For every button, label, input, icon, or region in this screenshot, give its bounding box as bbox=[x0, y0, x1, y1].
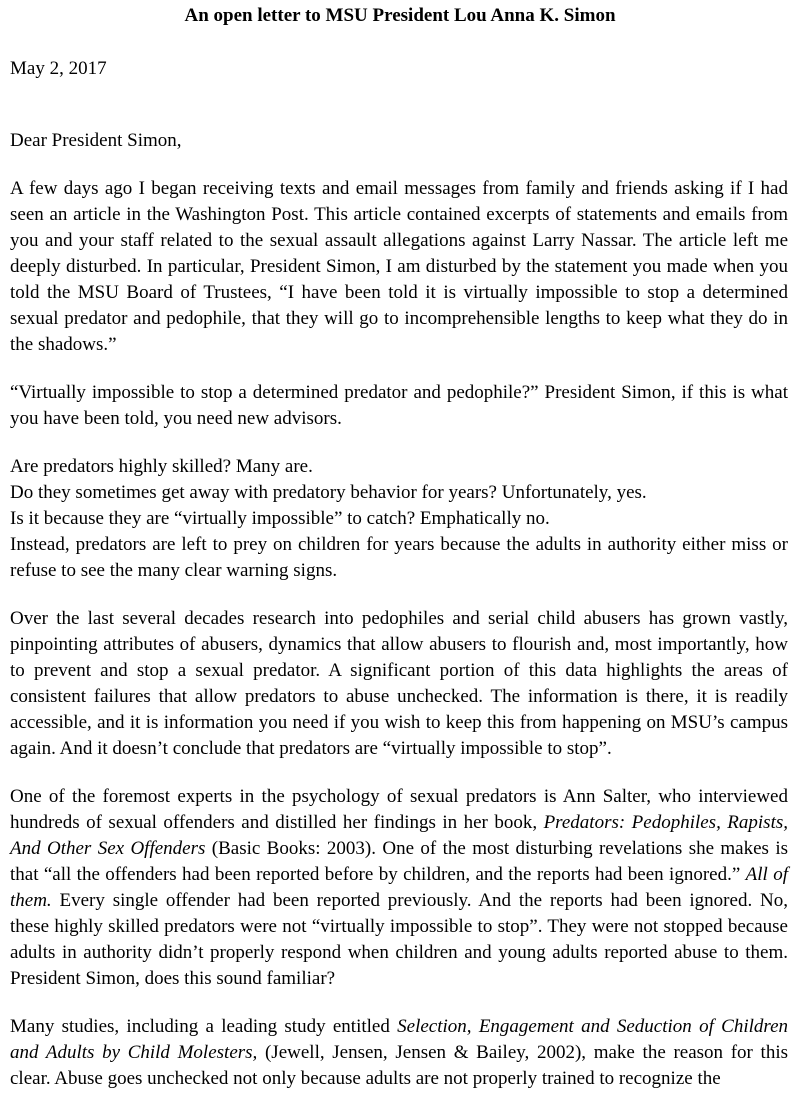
book-title: Predators: Pedophiles, Rapists, And Other Sex Offenders bbox=[10, 812, 788, 859]
paragraph-intro: A few days ago I began receiving texts and email messages from family and friends asking if I had seen an article in the Washington Post. This article contained excerpts of statements and emails from you and your staff related to the sexual assault allegations against Larry Nassar. The article left me deeply disturbed. In particular, President Simon, I am disturbed by the statement you made when you told the MSU Board of Trustees, “I have been told it is virtually impossible to stop a determined sexual predator and pedophile, that they will go to incomprehensible lengths to keep what they do in the shadows.” bbox=[10, 178, 788, 355]
letter-body bbox=[10, 176, 788, 1114]
question-line: Is it because they are “virtually impossible” to catch? Emphatically no. bbox=[10, 508, 550, 529]
paragraph-research: Over the last several decades research into pedophiles and serial child abusers has grown vastly, pinpointing attributes of abusers, dynamics that allow abusers to flourish and, most importantly, how to prevent and stop a sexual predator. A significant portion of this data highlights the areas of consistent failures that allow predators to abuse unchecked. The information is there, it is readily accessible, and it is information you need if you wish to keep this from happening on MSU’s campus again. And it doesn’t conclude that predators are “virtually impossible to stop”. bbox=[10, 608, 788, 759]
paragraph-studies bbox=[10, 1014, 788, 1092]
letter-date: May 2, 2017 bbox=[10, 58, 107, 79]
conclusion-line: Instead, predators are left to prey on children for years because the adults in authority either miss or refuse to see the many clear warning signs. bbox=[10, 534, 788, 581]
question-line: Do they sometimes get away with predatory behavior for years? Unfortunately, yes. bbox=[10, 482, 647, 503]
salutation: Dear President Simon, bbox=[10, 130, 182, 151]
paragraph-questions bbox=[10, 454, 788, 584]
salter-text-3: Every single offender had been reported previously. And the reports had been ignored. No, these highly skilled predators were not “virtually impossible to stop”. They were not stopped because adults in authority didn’t properly respond when children and young adults reported abuse to them. President Simon, does this sound familiar? bbox=[10, 890, 788, 989]
salter-text-1: One of the foremost experts in the psychology of sexual predators is Ann Salter, who interviewed hundreds of sexual offenders and distilled her findings in her book, bbox=[10, 786, 788, 833]
letter-title: An open letter to MSU President Lou Anna K. Simon bbox=[184, 5, 616, 26]
paragraph-salter bbox=[10, 784, 788, 992]
studies-text-2: (Jewell, Jensen, Jensen & Bailey, 2002), make the reason for this clear. Abuse goes unchecked not only because adults are not properly trained to recognize the bbox=[10, 1042, 788, 1089]
question-line: Are predators highly skilled? Many are. bbox=[10, 456, 313, 477]
studies-text-1: Many studies, including a leading study entitled bbox=[10, 1016, 398, 1037]
study-title: Selection, Engagement and Seduction of Children and Adults by Child Molesters, bbox=[10, 1016, 789, 1063]
emphasis-text: All of them. bbox=[10, 864, 788, 911]
salter-text-2: (Basic Books: 2003). One of the most disturbing revelations she makes is that “all the offenders had been reported before by children, and the reports had been ignored.” bbox=[10, 838, 788, 885]
paragraph-advisors: “Virtually impossible to stop a determined predator and pedophile?” President Simon, if this is what you have been told, you need new advisors. bbox=[10, 382, 788, 429]
